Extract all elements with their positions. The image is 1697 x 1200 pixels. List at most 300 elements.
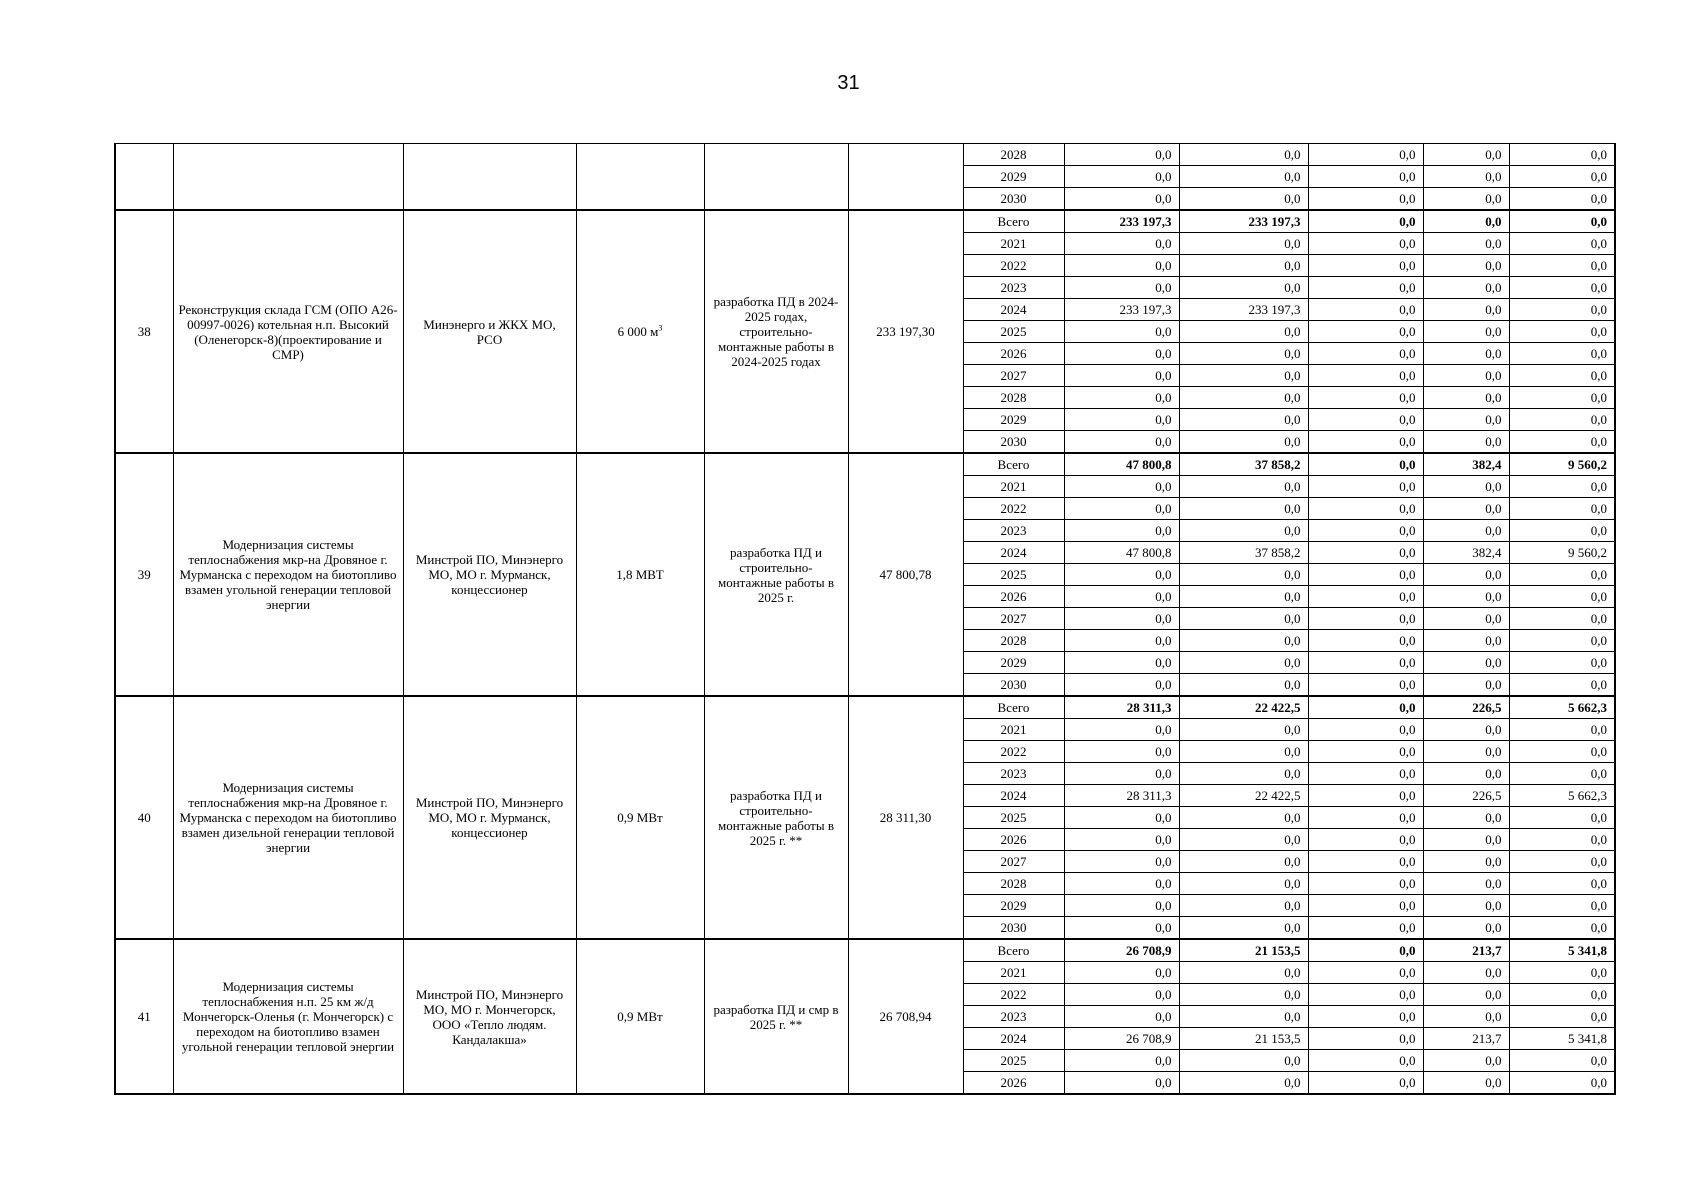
value-cell: 0,0 <box>1423 1006 1509 1028</box>
continuation-number-cell <box>115 144 173 211</box>
value-cell: 0,0 <box>1509 984 1615 1006</box>
value-cell: 0,0 <box>1308 608 1423 630</box>
capacity-value: 1,8 МВТ <box>616 567 664 582</box>
value-cell: 0,0 <box>1509 387 1615 409</box>
value-cell: 0,0 <box>1308 1050 1423 1072</box>
value-cell: 0,0 <box>1179 233 1308 255</box>
value-cell: 0,0 <box>1423 210 1509 233</box>
year-cell: Всего <box>963 453 1064 476</box>
value-cell: 233 197,3 <box>1179 210 1308 233</box>
value-cell: 0,0 <box>1064 520 1179 542</box>
value-cell: 0,0 <box>1064 984 1179 1006</box>
year-cell: 2029 <box>963 895 1064 917</box>
value-cell: 0,0 <box>1308 409 1423 431</box>
investment-program-table <box>114 143 1616 1095</box>
value-cell: 0,0 <box>1179 166 1308 188</box>
project-number: 39 <box>115 453 173 696</box>
project-capacity <box>576 453 704 696</box>
year-cell: 2024 <box>963 785 1064 807</box>
value-cell: 0,0 <box>1308 586 1423 608</box>
year-cell: 2027 <box>963 608 1064 630</box>
year-cell: 2025 <box>963 564 1064 586</box>
value-cell: 0,0 <box>1064 498 1179 520</box>
value-cell: 0,0 <box>1423 277 1509 299</box>
value-cell: 0,0 <box>1509 895 1615 917</box>
value-cell: 0,0 <box>1064 365 1179 387</box>
value-cell: 0,0 <box>1064 741 1179 763</box>
value-cell: 5 662,3 <box>1509 696 1615 719</box>
project-number: 41 <box>115 939 173 1094</box>
value-cell: 0,0 <box>1064 829 1179 851</box>
value-cell: 0,0 <box>1308 829 1423 851</box>
value-cell: 0,0 <box>1179 520 1308 542</box>
value-cell: 47 800,8 <box>1064 542 1179 564</box>
year-cell: 2023 <box>963 277 1064 299</box>
value-cell: 0,0 <box>1308 630 1423 652</box>
value-cell: 0,0 <box>1423 829 1509 851</box>
value-cell: 0,0 <box>1509 144 1615 166</box>
value-cell: 0,0 <box>1423 895 1509 917</box>
continuation-capacity-cell <box>576 144 704 211</box>
year-cell: 2021 <box>963 962 1064 984</box>
project-timing: разработка ПД и смр в 2025 г. ** <box>704 939 848 1094</box>
year-cell: Всего <box>963 210 1064 233</box>
value-cell: 0,0 <box>1509 321 1615 343</box>
value-cell: 0,0 <box>1179 409 1308 431</box>
year-cell: 2029 <box>963 166 1064 188</box>
project-number: 38 <box>115 210 173 453</box>
value-cell: 0,0 <box>1509 608 1615 630</box>
value-cell: 0,0 <box>1064 586 1179 608</box>
value-cell: 0,0 <box>1423 431 1509 454</box>
value-cell: 0,0 <box>1509 741 1615 763</box>
value-cell: 0,0 <box>1308 343 1423 365</box>
value-cell: 0,0 <box>1509 409 1615 431</box>
value-cell: 0,0 <box>1064 409 1179 431</box>
value-cell: 0,0 <box>1179 829 1308 851</box>
value-cell: 0,0 <box>1308 873 1423 895</box>
value-cell: 0,0 <box>1064 674 1179 697</box>
value-cell: 0,0 <box>1509 498 1615 520</box>
year-cell: 2021 <box>963 476 1064 498</box>
year-cell: 2027 <box>963 365 1064 387</box>
value-cell: 0,0 <box>1308 785 1423 807</box>
value-cell: 0,0 <box>1509 210 1615 233</box>
value-cell: 0,0 <box>1509 1006 1615 1028</box>
value-cell: 9 560,2 <box>1509 453 1615 476</box>
value-cell: 0,0 <box>1179 674 1308 697</box>
year-cell: 2026 <box>963 586 1064 608</box>
value-cell: 0,0 <box>1179 586 1308 608</box>
value-cell: 0,0 <box>1423 652 1509 674</box>
value-cell: 0,0 <box>1308 962 1423 984</box>
value-cell: 382,4 <box>1423 453 1509 476</box>
value-cell: 0,0 <box>1308 851 1423 873</box>
table-row <box>115 696 1615 719</box>
value-cell: 0,0 <box>1423 962 1509 984</box>
value-cell: 0,0 <box>1308 233 1423 255</box>
year-cell: 2023 <box>963 1006 1064 1028</box>
value-cell: 0,0 <box>1308 1028 1423 1050</box>
value-cell: 0,0 <box>1179 608 1308 630</box>
year-cell: 2028 <box>963 873 1064 895</box>
value-cell: 0,0 <box>1423 520 1509 542</box>
year-cell: 2023 <box>963 520 1064 542</box>
value-cell: 5 341,8 <box>1509 939 1615 962</box>
year-cell: 2024 <box>963 299 1064 321</box>
table-row <box>115 939 1615 962</box>
value-cell: 0,0 <box>1423 321 1509 343</box>
value-cell: 0,0 <box>1423 498 1509 520</box>
value-cell: 0,0 <box>1179 763 1308 785</box>
value-cell: 0,0 <box>1308 674 1423 697</box>
value-cell: 0,0 <box>1423 630 1509 652</box>
value-cell: 0,0 <box>1179 984 1308 1006</box>
year-cell: 2026 <box>963 829 1064 851</box>
value-cell: 0,0 <box>1423 343 1509 365</box>
value-cell: 22 422,5 <box>1179 696 1308 719</box>
value-cell: 37 858,2 <box>1179 453 1308 476</box>
value-cell: 0,0 <box>1064 719 1179 741</box>
value-cell: 0,0 <box>1064 652 1179 674</box>
value-cell: 0,0 <box>1179 188 1308 211</box>
value-cell: 233 197,3 <box>1179 299 1308 321</box>
year-cell: 2025 <box>963 807 1064 829</box>
value-cell: 0,0 <box>1064 630 1179 652</box>
value-cell: 0,0 <box>1423 409 1509 431</box>
value-cell: 0,0 <box>1179 277 1308 299</box>
value-cell: 22 422,5 <box>1179 785 1308 807</box>
value-cell: 233 197,3 <box>1064 299 1179 321</box>
value-cell: 0,0 <box>1064 564 1179 586</box>
value-cell: 0,0 <box>1308 365 1423 387</box>
value-cell: 0,0 <box>1509 652 1615 674</box>
value-cell: 0,0 <box>1179 917 1308 940</box>
value-cell: 233 197,3 <box>1064 210 1179 233</box>
continuation-cost-cell <box>848 144 963 211</box>
value-cell: 213,7 <box>1423 939 1509 962</box>
project-executor: Минстрой ПО, Минэнерго МО, МО г. Мурманск, концессионер <box>403 453 576 696</box>
value-cell: 0,0 <box>1509 674 1615 697</box>
value-cell: 0,0 <box>1064 851 1179 873</box>
value-cell: 0,0 <box>1064 873 1179 895</box>
year-cell: 2029 <box>963 652 1064 674</box>
value-cell: 0,0 <box>1179 1006 1308 1028</box>
continuation-executor-cell <box>403 144 576 211</box>
value-cell: 0,0 <box>1423 674 1509 697</box>
value-cell: 0,0 <box>1423 365 1509 387</box>
value-cell: 0,0 <box>1064 277 1179 299</box>
value-cell: 0,0 <box>1509 829 1615 851</box>
project-number: 40 <box>115 696 173 939</box>
value-cell: 0,0 <box>1064 387 1179 409</box>
year-cell: 2027 <box>963 851 1064 873</box>
value-cell: 0,0 <box>1509 719 1615 741</box>
continuation-name-cell <box>173 144 403 211</box>
value-cell: 382,4 <box>1423 542 1509 564</box>
value-cell: 0,0 <box>1308 188 1423 211</box>
project-name: Модернизация системы теплоснабжения мкр-на Дровяное г. Мурманска с переходом на биотопливо взамен дизельной генерации тепловой энергии <box>173 696 403 939</box>
value-cell: 0,0 <box>1064 917 1179 940</box>
value-cell: 0,0 <box>1064 807 1179 829</box>
value-cell: 0,0 <box>1308 763 1423 785</box>
value-cell: 0,0 <box>1423 144 1509 166</box>
value-cell: 0,0 <box>1308 564 1423 586</box>
project-capacity <box>576 210 704 453</box>
project-capacity <box>576 939 704 1094</box>
value-cell: 0,0 <box>1064 1050 1179 1072</box>
value-cell: 0,0 <box>1308 917 1423 940</box>
value-cell: 0,0 <box>1423 476 1509 498</box>
value-cell: 0,0 <box>1064 763 1179 785</box>
value-cell: 0,0 <box>1179 387 1308 409</box>
value-cell: 0,0 <box>1423 608 1509 630</box>
value-cell: 0,0 <box>1308 520 1423 542</box>
value-cell: 0,0 <box>1509 962 1615 984</box>
value-cell: 0,0 <box>1509 233 1615 255</box>
year-cell: 2028 <box>963 630 1064 652</box>
value-cell: 0,0 <box>1423 1050 1509 1072</box>
value-cell: 0,0 <box>1179 895 1308 917</box>
value-cell: 0,0 <box>1064 962 1179 984</box>
value-cell: 0,0 <box>1423 299 1509 321</box>
value-cell: 9 560,2 <box>1509 542 1615 564</box>
value-cell: 0,0 <box>1423 719 1509 741</box>
value-cell: 0,0 <box>1308 719 1423 741</box>
year-cell: 2022 <box>963 255 1064 277</box>
value-cell: 0,0 <box>1064 1072 1179 1095</box>
value-cell: 0,0 <box>1179 1050 1308 1072</box>
value-cell: 28 311,3 <box>1064 785 1179 807</box>
value-cell: 0,0 <box>1509 1072 1615 1095</box>
project-capacity <box>576 696 704 939</box>
capacity-value: 6 000 м <box>617 324 659 339</box>
value-cell: 0,0 <box>1179 873 1308 895</box>
capacity-value: 0,9 МВт <box>617 810 663 825</box>
value-cell: 0,0 <box>1308 431 1423 454</box>
year-cell: 2023 <box>963 763 1064 785</box>
value-cell: 0,0 <box>1509 365 1615 387</box>
value-cell: 26 708,9 <box>1064 939 1179 962</box>
year-cell: Всего <box>963 939 1064 962</box>
value-cell: 0,0 <box>1308 1006 1423 1028</box>
year-cell: Всего <box>963 696 1064 719</box>
value-cell: 0,0 <box>1509 299 1615 321</box>
value-cell: 0,0 <box>1179 476 1308 498</box>
continuation-timing-cell <box>704 144 848 211</box>
project-timing: разработка ПД и строительно-монтажные работы в 2025 г. ** <box>704 696 848 939</box>
table-row <box>115 453 1615 476</box>
year-cell: 2022 <box>963 741 1064 763</box>
value-cell: 0,0 <box>1423 564 1509 586</box>
value-cell: 0,0 <box>1308 210 1423 233</box>
value-cell: 0,0 <box>1064 1006 1179 1028</box>
value-cell: 226,5 <box>1423 696 1509 719</box>
project-cost: 47 800,78 <box>848 453 963 696</box>
value-cell: 0,0 <box>1509 343 1615 365</box>
value-cell: 0,0 <box>1064 431 1179 454</box>
value-cell: 213,7 <box>1423 1028 1509 1050</box>
value-cell: 0,0 <box>1308 939 1423 962</box>
value-cell: 0,0 <box>1423 741 1509 763</box>
value-cell: 0,0 <box>1423 917 1509 940</box>
year-cell: 2021 <box>963 719 1064 741</box>
value-cell: 226,5 <box>1423 785 1509 807</box>
value-cell: 0,0 <box>1308 498 1423 520</box>
year-cell: 2030 <box>963 674 1064 697</box>
value-cell: 0,0 <box>1509 630 1615 652</box>
value-cell: 47 800,8 <box>1064 453 1179 476</box>
value-cell: 0,0 <box>1064 343 1179 365</box>
value-cell: 0,0 <box>1509 564 1615 586</box>
year-cell: 2029 <box>963 409 1064 431</box>
value-cell: 0,0 <box>1509 586 1615 608</box>
value-cell: 0,0 <box>1509 255 1615 277</box>
value-cell: 0,0 <box>1179 851 1308 873</box>
value-cell: 0,0 <box>1179 630 1308 652</box>
value-cell: 0,0 <box>1064 144 1179 166</box>
year-cell: 2030 <box>963 188 1064 211</box>
value-cell: 0,0 <box>1179 719 1308 741</box>
value-cell: 0,0 <box>1179 321 1308 343</box>
value-cell: 37 858,2 <box>1179 542 1308 564</box>
value-cell: 26 708,9 <box>1064 1028 1179 1050</box>
value-cell: 0,0 <box>1509 873 1615 895</box>
value-cell: 0,0 <box>1064 233 1179 255</box>
value-cell: 0,0 <box>1064 255 1179 277</box>
project-name: Модернизация системы теплоснабжения н.п. 25 км ж/д Мончегорск-Оленья (г. Мончегорск) с переходом на биотопливо взамен угольной генерации тепловой энергии <box>173 939 403 1094</box>
value-cell: 0,0 <box>1179 498 1308 520</box>
capacity-value: 0,9 МВт <box>617 1009 663 1024</box>
value-cell: 0,0 <box>1423 763 1509 785</box>
year-cell: 2030 <box>963 917 1064 940</box>
value-cell: 5 341,8 <box>1509 1028 1615 1050</box>
year-cell: 2021 <box>963 233 1064 255</box>
project-cost: 26 708,94 <box>848 939 963 1094</box>
year-cell: 2025 <box>963 1050 1064 1072</box>
value-cell: 28 311,3 <box>1064 696 1179 719</box>
value-cell: 0,0 <box>1308 652 1423 674</box>
value-cell: 0,0 <box>1509 476 1615 498</box>
value-cell: 21 153,5 <box>1179 1028 1308 1050</box>
year-cell: 2026 <box>963 1072 1064 1095</box>
value-cell: 0,0 <box>1308 696 1423 719</box>
year-cell: 2028 <box>963 387 1064 409</box>
value-cell: 0,0 <box>1064 188 1179 211</box>
value-cell: 0,0 <box>1308 542 1423 564</box>
project-name: Модернизация системы теплоснабжения мкр-на Дровяное г. Мурманска с переходом на биотопливо взамен угольной генерации тепловой энергии <box>173 453 403 696</box>
project-timing: разработка ПД в 2024-2025 годах, строительно-монтажные работы в 2024-2025 годах <box>704 210 848 453</box>
project-executor: Минстрой ПО, Минэнерго МО, МО г. Мурманск, концессионер <box>403 696 576 939</box>
year-cell: 2028 <box>963 144 1064 166</box>
value-cell: 0,0 <box>1308 895 1423 917</box>
value-cell: 0,0 <box>1064 476 1179 498</box>
value-cell: 0,0 <box>1308 321 1423 343</box>
value-cell: 21 153,5 <box>1179 939 1308 962</box>
value-cell: 0,0 <box>1179 741 1308 763</box>
value-cell: 0,0 <box>1308 144 1423 166</box>
page-number: 31 <box>837 72 860 94</box>
value-cell: 0,0 <box>1179 807 1308 829</box>
value-cell: 0,0 <box>1179 144 1308 166</box>
value-cell: 0,0 <box>1423 387 1509 409</box>
value-cell: 0,0 <box>1179 343 1308 365</box>
value-cell: 0,0 <box>1308 476 1423 498</box>
year-cell: 2022 <box>963 498 1064 520</box>
project-name: Реконструкция склада ГСМ (ОПО А26-00997-0026) котельная н.п. Высокий (Оленегорск-8)(проектирование и СМР) <box>173 210 403 453</box>
value-cell: 0,0 <box>1179 1072 1308 1095</box>
value-cell: 0,0 <box>1509 917 1615 940</box>
value-cell: 0,0 <box>1423 188 1509 211</box>
project-timing: разработка ПД и строительно-монтажные работы в 2025 г. <box>704 453 848 696</box>
value-cell: 0,0 <box>1064 895 1179 917</box>
value-cell: 0,0 <box>1423 166 1509 188</box>
project-cost: 233 197,30 <box>848 210 963 453</box>
value-cell: 0,0 <box>1509 277 1615 299</box>
value-cell: 0,0 <box>1509 520 1615 542</box>
value-cell: 0,0 <box>1308 807 1423 829</box>
value-cell: 0,0 <box>1308 299 1423 321</box>
value-cell: 0,0 <box>1423 586 1509 608</box>
value-cell: 5 662,3 <box>1509 785 1615 807</box>
value-cell: 0,0 <box>1064 166 1179 188</box>
value-cell: 0,0 <box>1308 984 1423 1006</box>
value-cell: 0,0 <box>1423 255 1509 277</box>
value-cell: 0,0 <box>1308 1072 1423 1095</box>
value-cell: 0,0 <box>1064 321 1179 343</box>
value-cell: 0,0 <box>1423 851 1509 873</box>
capacity-unit-superscript: 3 <box>658 323 663 333</box>
value-cell: 0,0 <box>1179 564 1308 586</box>
table-row <box>115 210 1615 233</box>
year-cell: 2026 <box>963 343 1064 365</box>
year-cell: 2024 <box>963 1028 1064 1050</box>
value-cell: 0,0 <box>1509 807 1615 829</box>
year-cell: 2025 <box>963 321 1064 343</box>
value-cell: 0,0 <box>1308 741 1423 763</box>
value-cell: 0,0 <box>1179 365 1308 387</box>
project-executor: Минстрой ПО, Минэнерго МО, МО г. Мончегорск, ООО «Тепло людям. Кандалакша» <box>403 939 576 1094</box>
project-cost: 28 311,30 <box>848 696 963 939</box>
value-cell: 0,0 <box>1423 873 1509 895</box>
year-cell: 2030 <box>963 431 1064 454</box>
value-cell: 0,0 <box>1064 608 1179 630</box>
value-cell: 0,0 <box>1179 652 1308 674</box>
project-executor: Минэнерго и ЖКХ МО, РСО <box>403 210 576 453</box>
value-cell: 0,0 <box>1509 188 1615 211</box>
value-cell: 0,0 <box>1423 233 1509 255</box>
value-cell: 0,0 <box>1509 431 1615 454</box>
value-cell: 0,0 <box>1308 453 1423 476</box>
value-cell: 0,0 <box>1179 962 1308 984</box>
value-cell: 0,0 <box>1509 763 1615 785</box>
table-row <box>115 144 1615 166</box>
value-cell: 0,0 <box>1509 166 1615 188</box>
year-cell: 2024 <box>963 542 1064 564</box>
value-cell: 0,0 <box>1308 166 1423 188</box>
value-cell: 0,0 <box>1308 255 1423 277</box>
year-cell: 2022 <box>963 984 1064 1006</box>
value-cell: 0,0 <box>1308 387 1423 409</box>
value-cell: 0,0 <box>1423 984 1509 1006</box>
value-cell: 0,0 <box>1509 1050 1615 1072</box>
value-cell: 0,0 <box>1423 807 1509 829</box>
value-cell: 0,0 <box>1509 851 1615 873</box>
value-cell: 0,0 <box>1308 277 1423 299</box>
value-cell: 0,0 <box>1423 1072 1509 1095</box>
value-cell: 0,0 <box>1179 255 1308 277</box>
value-cell: 0,0 <box>1179 431 1308 454</box>
